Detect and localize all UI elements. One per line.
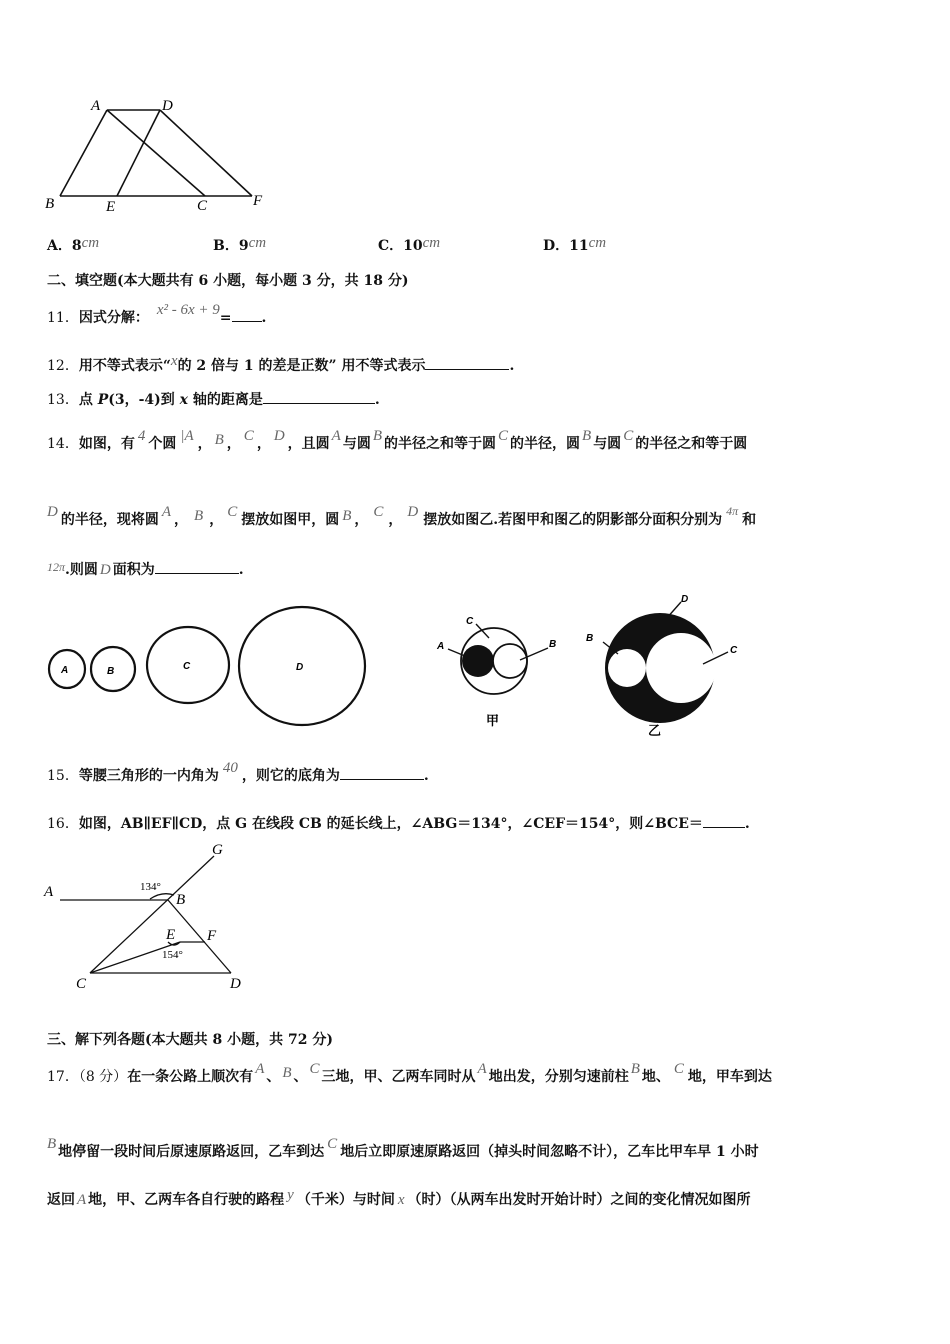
q14-math: C: [623, 428, 634, 444]
q12-text-1: 用不等式表示“: [78, 358, 171, 374]
q14-math: D: [47, 504, 58, 520]
q13-end: .: [374, 392, 380, 408]
q17-score: （8 分）: [78, 1069, 128, 1085]
q14-text: 摆放如图乙.若图甲和图乙的阴影部分面积分别为: [423, 512, 723, 528]
q11-answer-blank[interactable]: [232, 307, 262, 322]
q14-text: 和: [742, 512, 757, 528]
option-a-value: 8: [71, 238, 82, 254]
q14-text: 如图，有: [78, 436, 135, 452]
q14-math: 12π: [47, 560, 66, 574]
q13-answer-blank[interactable]: [263, 389, 375, 404]
q17-text: （千米）与时间: [296, 1192, 395, 1208]
q17-text: （时）（从两车出发时开始计时）之间的变化情况如图所: [407, 1192, 751, 1208]
option-d-letter: D．: [543, 238, 570, 254]
label-D: D: [162, 98, 173, 114]
q14-math: 4π: [726, 504, 739, 518]
q14-math: B: [214, 432, 224, 448]
q13-text-3: 轴的距离是: [188, 392, 263, 408]
q17-text: 地后立即原速原路返回（掉头时间忽略不计），乙车比甲车早 1 小时: [340, 1144, 759, 1160]
q14-number: 14．: [47, 436, 79, 452]
label-F: F: [253, 193, 263, 209]
option-a-letter: A．: [47, 238, 72, 254]
label-A: A: [91, 98, 101, 114]
q14-text: ，: [209, 512, 224, 528]
q11-text: 因式分解：: [78, 310, 149, 326]
q14-text: 个圆: [148, 436, 177, 452]
option-c[interactable]: [378, 236, 440, 256]
q14-math: A: [161, 504, 172, 520]
option-a-unit: cm: [81, 235, 100, 251]
q17-math: C: [309, 1061, 320, 1077]
q15-end: .: [423, 768, 429, 784]
jia-label-b: B: [549, 639, 557, 650]
q14-text: 的半径之和等于圆: [384, 436, 496, 452]
yi-label-c: C: [730, 645, 738, 656]
q17-math: A: [77, 1192, 87, 1208]
q11-number: 11．: [47, 310, 79, 326]
yi-label-b: B: [586, 633, 594, 644]
option-c-unit: cm: [422, 235, 441, 251]
q14-text: 的半径，圆: [510, 436, 581, 452]
q17-math: B: [630, 1061, 640, 1077]
q14-text: 摆放如图甲，圆: [241, 512, 340, 528]
question-17-line-1: [47, 1061, 772, 1087]
q14-math: 4: [137, 428, 146, 444]
option-b-value: 9: [238, 238, 249, 254]
q14-math: B: [372, 428, 382, 444]
section-3-title: 三、解下列各题(本大题共 8 小题，共 72 分): [47, 1032, 333, 1048]
q17-text: 、: [266, 1069, 281, 1085]
q14-math: C: [373, 504, 384, 520]
q17-math: B: [282, 1065, 292, 1081]
question-14-line-2: [47, 504, 757, 530]
q14-text: ，: [226, 436, 241, 452]
q17-math: B: [47, 1136, 57, 1152]
q17-math: C: [327, 1136, 338, 1152]
q16-label-d: D: [230, 976, 241, 992]
figure-q10: [40, 92, 280, 220]
question-12: [47, 355, 514, 376]
q13-text-2: (3，-4)到: [108, 392, 180, 408]
q12-number: 12．: [47, 358, 79, 374]
figure-q16: [40, 836, 260, 996]
option-a[interactable]: [47, 236, 99, 256]
q16-angle-154: 154°: [162, 949, 183, 961]
q16-answer-blank[interactable]: [703, 813, 745, 828]
q14-text: ，: [256, 436, 271, 452]
option-c-letter: C．: [378, 238, 404, 254]
q15-degree: 40: [222, 760, 238, 776]
q15-answer-blank[interactable]: [340, 765, 424, 780]
q15-text-2: ，则它的底角为: [241, 768, 340, 784]
q17-math: x: [397, 1192, 405, 1208]
q16-label-b: B: [176, 892, 186, 908]
q13-var-x: x: [179, 392, 189, 408]
option-b-letter: B．: [213, 238, 239, 254]
q12-text-2: 的 2 倍与 1 的差是正数” 用不等式表示: [177, 358, 426, 374]
figure-q14: [40, 590, 780, 740]
q17-math: y: [287, 1187, 294, 1203]
q14-text: ，: [174, 512, 189, 528]
option-d[interactable]: [543, 236, 606, 256]
q12-answer-blank[interactable]: [425, 355, 509, 370]
question-14-line-3: [47, 559, 244, 580]
q17-text: 地出发，分别匀速前柱: [488, 1069, 629, 1085]
figure-yi: [586, 594, 738, 738]
circle-a-label: A: [61, 665, 69, 676]
yi-caption: 乙: [648, 723, 662, 738]
q17-math: A: [477, 1061, 487, 1077]
q17-text: 返回: [47, 1192, 75, 1208]
q11-end: .: [261, 310, 267, 326]
q16-label-a: A: [44, 884, 54, 900]
q17-text: 地、: [641, 1069, 670, 1085]
q17-text: 、: [293, 1069, 308, 1085]
q16-label-f: F: [207, 928, 217, 944]
yi-label-d: D: [681, 594, 689, 605]
question-13: [47, 389, 380, 410]
q15-number: 15．: [47, 768, 79, 784]
q14-text: 的半径，现将圆: [60, 512, 159, 528]
section-2-title: 二、填空题(本大题共有 6 小题，每小题 3 分，共 18 分): [47, 273, 409, 289]
q14-text: .则圆: [65, 562, 98, 578]
option-d-value: 11: [569, 238, 589, 254]
q14-text: 与圆: [342, 436, 371, 452]
figure-jia: [436, 616, 556, 728]
q11-expression: x² - 6x + 9: [156, 302, 220, 318]
q17-text: 地停留一段时间后原速原路返回，乙车到达: [58, 1144, 325, 1160]
q14-math: D: [99, 562, 111, 578]
q15-text-1: 等腰三角形的一内角为: [78, 768, 219, 784]
q16-text: 如图，AB∥EF∥CD，点 G 在线段 CB 的延长线上，∠ABG＝134°，∠CEF＝154°，则∠BCE＝: [78, 816, 703, 832]
q13-point-p: P: [97, 392, 109, 408]
q12-end: .: [509, 358, 515, 374]
q14-text: ，: [388, 512, 403, 528]
label-E: E: [106, 199, 116, 215]
option-d-unit: cm: [588, 235, 607, 251]
q16-label-e: E: [166, 927, 176, 943]
q17-math: C: [673, 1061, 684, 1077]
label-C: C: [197, 198, 208, 214]
option-b[interactable]: [213, 236, 266, 256]
option-c-value: 10: [403, 238, 423, 254]
label-B: B: [45, 196, 55, 212]
q14-text: ，: [197, 436, 212, 452]
jia-caption: 甲: [486, 713, 500, 728]
q14-math: C: [227, 504, 238, 520]
jia-label-c: C: [466, 616, 474, 627]
q14-math: B: [582, 428, 592, 444]
circle-c-label: C: [183, 661, 191, 672]
q13-text-1: 点: [78, 392, 98, 408]
q12-var-x: x: [170, 353, 178, 369]
q14-math: D: [407, 504, 419, 520]
circle-d-label: D: [296, 662, 304, 673]
circle-b-label: B: [107, 666, 115, 677]
q14-answer-blank[interactable]: [155, 559, 239, 574]
q14-math: D: [273, 428, 285, 444]
question-15: [47, 760, 429, 786]
q14-math: |A: [180, 428, 194, 444]
q17-text: 在一条公路上顺次有: [127, 1069, 254, 1085]
q14-math: B: [342, 508, 352, 524]
q14-math: C: [498, 428, 509, 444]
q17-text: 地，甲车到达: [687, 1069, 772, 1085]
q17-text: 地，甲、乙两车各自行驶的路程: [88, 1192, 285, 1208]
q16-label-c: C: [76, 976, 87, 992]
q14-text: 的半径之和等于圆: [635, 436, 748, 452]
q17-math: A: [255, 1061, 265, 1077]
question-14-line-1: [47, 428, 748, 454]
q16-angle-134: 134°: [140, 881, 161, 893]
q16-label-g: G: [212, 842, 223, 858]
jia-label-a: A: [437, 641, 445, 652]
option-b-unit: cm: [248, 235, 267, 251]
question-17-line-3: [47, 1187, 751, 1210]
q13-number: 13．: [47, 392, 79, 408]
q11-equals: =: [219, 310, 232, 326]
q17-text: 三地，甲、乙两车同时从: [321, 1069, 476, 1085]
q14-math: C: [243, 428, 254, 444]
question-17-line-2: [47, 1136, 759, 1162]
q14-text: ，且圆: [287, 436, 330, 452]
q14-math: A: [331, 428, 341, 444]
q14-math: B: [194, 508, 204, 524]
q16-number: 16．: [47, 816, 79, 832]
question-16: [47, 813, 750, 834]
q14-text: ，: [354, 512, 369, 528]
question-11: [47, 302, 267, 328]
q17-number: 17．: [47, 1069, 79, 1085]
q16-end: .: [744, 816, 750, 832]
q14-text: 与圆: [593, 436, 622, 452]
q14-text: 面积为: [112, 562, 155, 578]
q14-text: .: [238, 562, 244, 578]
